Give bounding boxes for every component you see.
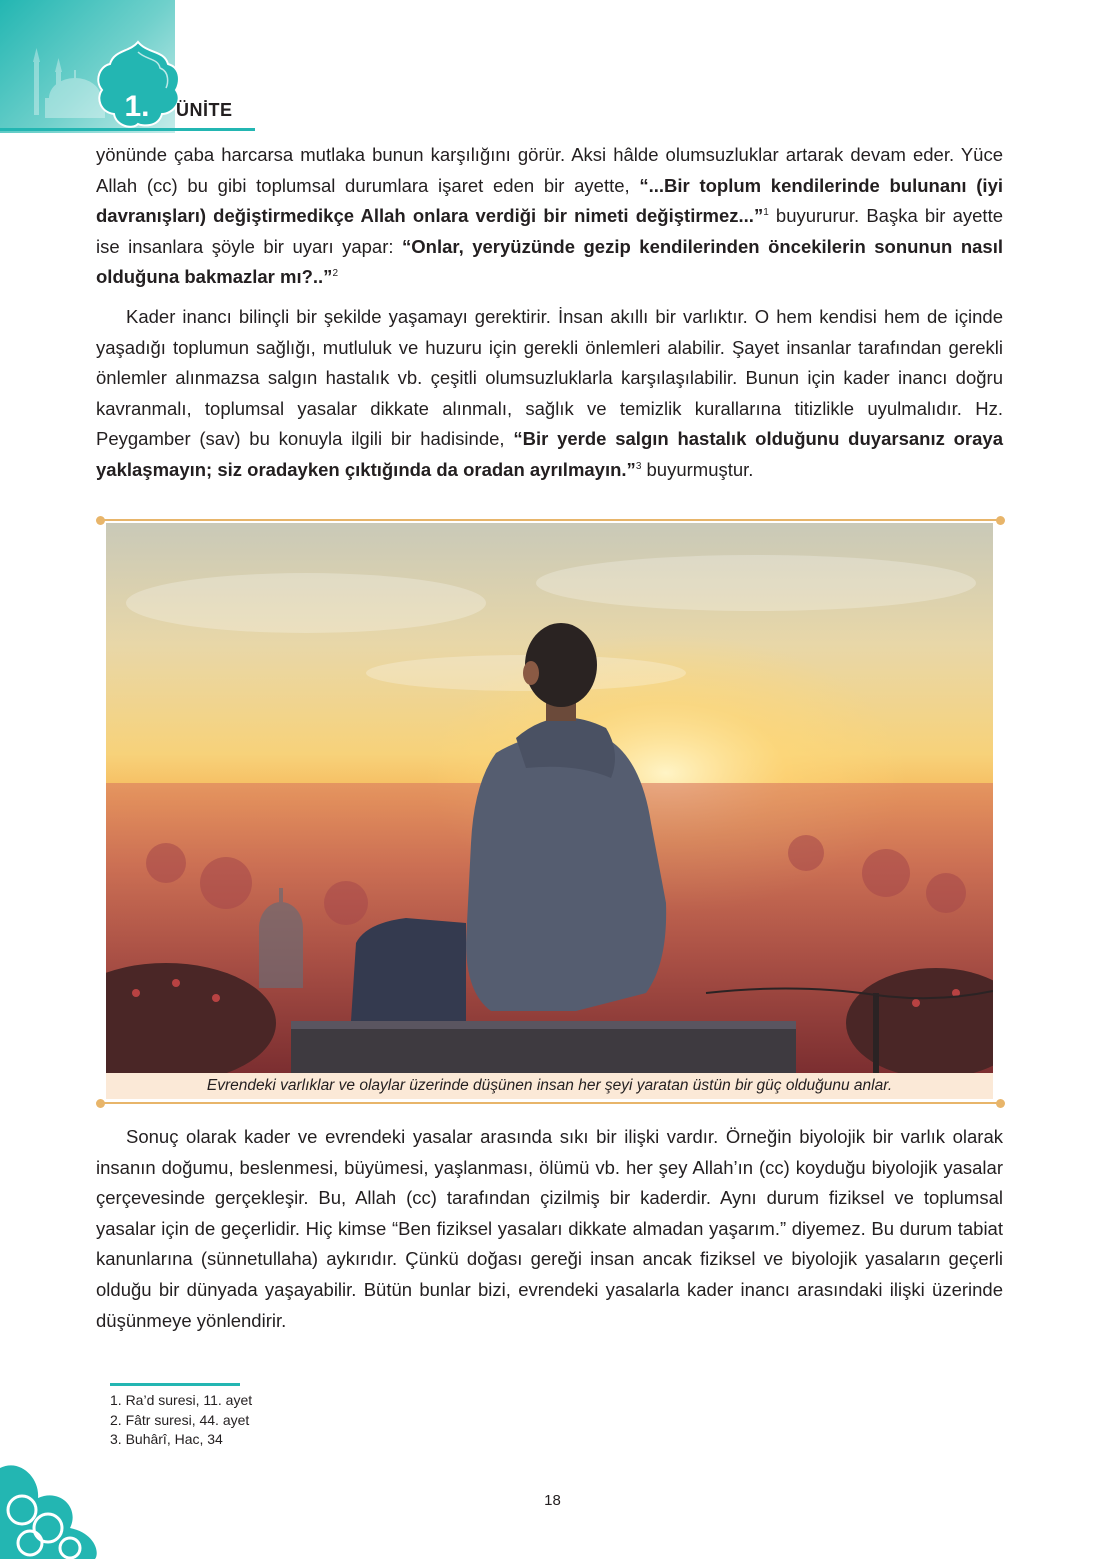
footnote-ref-2: 2 (332, 268, 338, 280)
unit-label: ÜNİTE (176, 100, 233, 120)
footnote-1: 1. Ra’d suresi, 11. ayet (110, 1392, 253, 1408)
p2-text-2: buyurmuştur. (641, 458, 754, 480)
footnote-3: 3. Buhârî, Hac, 34 (110, 1431, 223, 1447)
unit-header (0, 0, 260, 135)
p1-quote-1: “...Bir toplum kendilerinde bulunanı (iyi davranışları) değiştirmedikçe Allah onlara verdiği bir nimeti değiştirmez...” (96, 174, 1004, 227)
p1-quote-2: “Onlar, yeryüzünde gezip kendilerinden öncekilerin sonunun nasıl olduğuna bakmazlar mı?..” (96, 235, 1003, 288)
body-paragraph-3: Sonuç olarak kader ve evrendeki yasalar arasında sıkı bir ilişki vardır. Örneğin biyolojik bir varlık olarak insanın doğumu, beslenmesi, büyümesi, yaşlanması, ölümü vb. her şey Allah’ın (cc) koyduğu biyolojik yasalar çerçevesinde gerçekleşir. Bu, Allah (cc) tarafından çizilmiş bir kaderdir. Aynı durum fiziksel ve toplumsal yasalar için de geçerlidir. Hiç kimse “Ben fiziksel yasaları dikkate almadan yaşarım.” diyemez. Bu durum tabiat kanunlarına (sünnetullaha) aykırıdır. Çünkü doğası gereği insan ancak fiziksel ve biyolojik yasaların geçerli olduğu bir dünyada yaşayabilir. Bütün bunlar bizi, evrendeki yasalarla kader inancı arasındaki ilişki üzerinde düşünmeye yönlendirir. (96, 1126, 1003, 1331)
page-number: 18 (544, 1492, 561, 1509)
figure-top-rule (100, 519, 1000, 521)
body-paragraph-1 (96, 140, 1003, 293)
footnote-2: 2. Fâtr suresi, 44. ayet (110, 1411, 250, 1428)
figure-bottom-rule (100, 1102, 1000, 1104)
p2-quote-1: “Bir yerde salgın hastalık olduğunu duyarsanız oraya yaklaşmayın; siz oradayken çıktığında da oradan ayrılmayın.” (96, 428, 1003, 480)
figure-rule-dot (96, 1099, 105, 1108)
sunset-photo-illustration (106, 523, 993, 1073)
figure-rule-dot (996, 516, 1005, 525)
footnote-ref-1: 1 (763, 207, 769, 219)
p1-text-1: yönünde çaba harcarsa mutlaka bunun karşılığını görür. Aksi hâlde olumsuzluklar artarak devam eder. Yüce Allah (cc) bu gibi toplumsal durumlara işaret eden bir ayette, (96, 144, 1003, 196)
body-paragraph-2 (96, 302, 1003, 486)
footnote-rule (110, 1383, 240, 1386)
footnotes (110, 1391, 252, 1450)
p1-text-2: buyururur. Başka bir ayette ise insanlara şöyle bir uyarı yapar: (96, 205, 1003, 257)
figure-rule-dot (96, 516, 105, 525)
p2-text-1: Kader inancı bilinçli bir şekilde yaşamayı gerektirir. İnsan akıllı bir varlıktır. O hem kendisi hem de içinde yaşadığı toplumun sağlığı, mutluluk ve huzuru için gerekli önlemleri alabilir. Şayet insanlar tarafından gerekli önlemler alınmazsa salgın hastalık vb. çeşitli olumsuzluklarla karşılaşılabilir. Bunun için kader inancı doğru kavranmalı, toplumsal yasalar dikkate alınmalı, sağlık ve temizlik kurallarına titizlikle uyulmalıdır. Hz. Peygamber (sav) bu konuyla ilgili bir hadisinde, (96, 306, 1003, 450)
footnote-ref-3: 3 (635, 460, 642, 472)
figure-caption: Evrendeki varlıklar ve olaylar üzerinde düşünen insan her şeyi yaratan üstün bir güç olduğunu anlar. (206, 1077, 893, 1094)
figure-photo-man-watching-sunset (106, 523, 993, 1073)
figure-rule-dot (996, 1099, 1005, 1108)
unit-number: 1. (124, 90, 150, 123)
